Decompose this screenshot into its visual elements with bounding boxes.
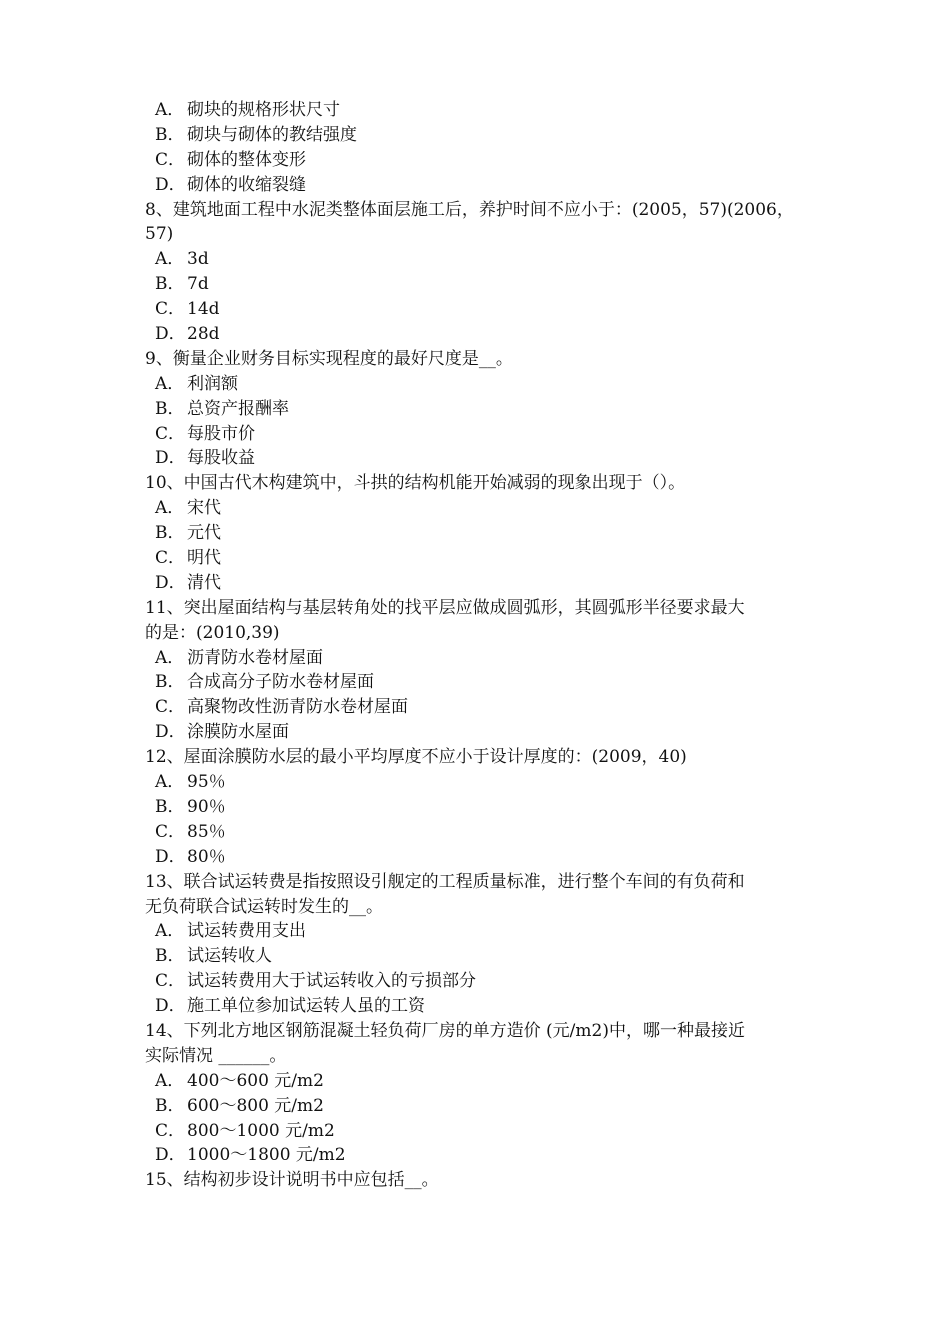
answer-option (145, 521, 815, 546)
answer-option (145, 845, 815, 870)
option-letter: A． (155, 921, 185, 942)
answer-option (145, 148, 815, 173)
answer-option (145, 1143, 815, 1168)
question-text: 8、建筑地面工程中水泥类整体面层施工后，养护时间不应小于：(2005，57)(2006， (145, 199, 794, 220)
option-letter: D． (155, 174, 186, 195)
option-letter: D． (155, 996, 186, 1017)
question-text: 无负荷联合试运转时发生的__。 (145, 896, 383, 917)
option-text: 明代 (187, 548, 221, 569)
answer-option (145, 173, 815, 198)
option-letter: B． (155, 672, 185, 693)
option-letter: A． (155, 373, 185, 394)
option-text: 总资产报酬率 (187, 398, 289, 419)
option-letter: A． (155, 647, 185, 668)
question-text: 10、中国古代木构建筑中，斗拱的结构机能开始减弱的现象出现于（）。 (145, 473, 686, 494)
option-text: 每股收益 (187, 448, 255, 469)
option-letter: B． (155, 1095, 185, 1116)
answer-option (145, 670, 815, 695)
answer-option (145, 496, 815, 521)
option-letter: A． (155, 772, 185, 793)
option-letter: C． (155, 971, 186, 992)
option-letter: C． (155, 299, 186, 320)
question-text: 15、结构初步设计说明书中应包括__。 (145, 1170, 439, 1191)
option-text: 试运转收人 (187, 946, 272, 967)
answer-option (145, 795, 815, 820)
answer-option (145, 397, 815, 422)
answer-option (145, 919, 815, 944)
option-text: 砌块的规格形状尺寸 (187, 100, 340, 120)
answer-option (145, 247, 815, 272)
option-letter: C． (155, 423, 186, 444)
option-text: 7d (187, 274, 209, 295)
question-text: 实际情况 ______。 (145, 1045, 287, 1066)
option-letter: D． (155, 572, 186, 593)
option-letter: C． (155, 149, 186, 170)
option-text: 涂膜防水屋面 (187, 722, 289, 743)
answer-option (145, 820, 815, 845)
option-letter: B． (155, 523, 185, 544)
question-text: 11、突出屋面结构与基层转角处的找平层应做成圆弧形，其圆弧形半径要求最大 (145, 597, 745, 618)
option-letter: B． (155, 796, 185, 817)
answer-option (145, 272, 815, 297)
question-text: 13、联合试运转费是指按照设引舰定的工程质量标准，进行整个车间的有负荷和 (145, 871, 745, 892)
answer-option (145, 571, 815, 596)
answer-option (145, 1119, 815, 1144)
option-text: 砌块与砌体的教结强度 (187, 124, 357, 145)
answer-option (145, 123, 815, 148)
option-letter: B． (155, 398, 185, 419)
option-letter: B． (155, 946, 185, 967)
option-text: 合成高分子防水卷材屋面 (187, 672, 374, 693)
option-letter: A． (155, 100, 185, 120)
question-text: 14、下列北方地区钢筋混凝土轻负荷厂房的单方造价 (元/m2)中，哪一种最接近 (145, 1020, 745, 1041)
option-letter: B． (155, 274, 185, 295)
answer-option (145, 994, 815, 1019)
option-text: 元代 (187, 523, 221, 544)
option-text: 施工单位参加试运转人虽的工资 (187, 996, 425, 1017)
option-text: 14d (187, 299, 220, 320)
question-text: 12、屋面涂膜防水层的最小平均厚度不应小于设计厚度的：(2009，40) (145, 747, 687, 768)
option-letter: D． (155, 324, 186, 345)
question-text: 9、衡量企业财务目标实现程度的最好尺度是__。 (145, 348, 513, 369)
option-text: 沥青防水卷材屋面 (187, 647, 323, 668)
answer-option (145, 546, 815, 571)
answer-option (145, 1069, 815, 1094)
answer-option (145, 446, 815, 471)
answer-option (145, 770, 815, 795)
answer-option (145, 98, 815, 123)
option-letter: A． (155, 249, 185, 270)
option-text: 试运转费用大于试运转收入的亏损部分 (187, 971, 476, 992)
option-text: 28d (187, 324, 220, 345)
answer-option (145, 720, 815, 745)
option-text: 砌体的收缩裂缝 (187, 174, 306, 195)
option-letter: D． (155, 722, 186, 743)
option-text: 90％ (187, 796, 226, 817)
answer-option (145, 372, 815, 397)
option-text: 400～600 元/m2 (187, 1070, 324, 1091)
document-page (145, 98, 815, 1193)
answer-option (145, 322, 815, 347)
answer-option (145, 297, 815, 322)
option-letter: A． (155, 498, 185, 519)
option-letter: D． (155, 448, 186, 469)
question-text: 的是：(2010,39) (145, 622, 280, 643)
option-text: 600～800 元/m2 (187, 1095, 324, 1116)
option-letter: A． (155, 1070, 185, 1091)
option-text: 1000～1800 元/m2 (187, 1145, 346, 1166)
option-letter: B． (155, 124, 185, 145)
option-text: 3d (187, 249, 209, 270)
option-letter: C． (155, 821, 186, 842)
option-letter: C． (155, 1120, 186, 1141)
answer-option (145, 422, 815, 447)
option-text: 利润额 (187, 373, 238, 394)
option-text: 80％ (187, 846, 226, 867)
answer-option (145, 646, 815, 671)
answer-option (145, 695, 815, 720)
option-text: 85％ (187, 821, 226, 842)
answer-option (145, 944, 815, 969)
option-letter: C． (155, 548, 186, 569)
option-text: 95％ (187, 772, 226, 793)
option-text: 清代 (187, 572, 221, 593)
option-text: 高聚物改性沥青防水卷材屋面 (187, 697, 408, 718)
option-text: 砌体的整体变形 (187, 149, 306, 170)
option-text: 每股市价 (187, 423, 255, 444)
option-text: 试运转费用支出 (187, 921, 306, 942)
question-text: 57) (145, 224, 174, 245)
option-letter: D． (155, 1145, 186, 1166)
option-text: 800～1000 元/m2 (187, 1120, 335, 1141)
answer-option (145, 1094, 815, 1119)
answer-option (145, 969, 815, 994)
option-letter: D． (155, 846, 186, 867)
option-text: 宋代 (187, 498, 221, 519)
option-letter: C． (155, 697, 186, 718)
